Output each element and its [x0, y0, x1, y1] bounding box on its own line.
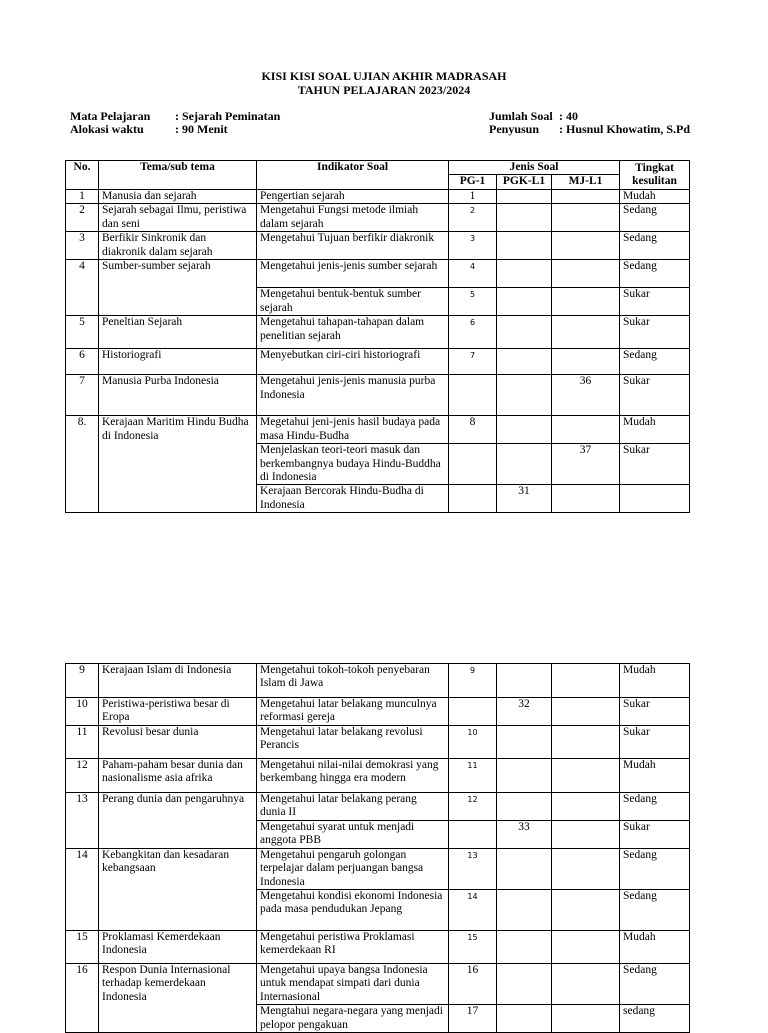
row-tingkat: sedang [620, 1005, 690, 1033]
row-indikator: Menyebutkan ciri-ciri historiografi [257, 349, 449, 375]
row-mj [552, 848, 620, 889]
table-row [66, 726, 690, 759]
row-no: 11 [66, 726, 99, 759]
row-tema: Proklamasi Kemerdekaan Indonesia [99, 931, 257, 964]
row-pgk [497, 444, 552, 485]
row-tema: Berfikir Sinkronik dan diakronik dalam sejarah [99, 232, 257, 260]
row-pg1: 15 [449, 931, 497, 964]
row-mj [552, 189, 620, 203]
row-mj: 36 [552, 375, 620, 416]
row-indikator: Mengetahui tokoh-tokoh penyebaran Islam di Jawa [257, 664, 449, 698]
row-indikator: Mengetahui Tujuan berfikir diakronik [257, 232, 449, 260]
header-jenis-soal: Jenis Soal [449, 161, 620, 175]
row-tingkat: Sedang [620, 964, 690, 1005]
row-pgk: 32 [497, 698, 552, 726]
row-mj [552, 232, 620, 260]
header-tingkat: Tingkat kesulitan [620, 161, 690, 190]
header-indikator: Indikator Soal [257, 161, 449, 190]
row-pg1 [449, 698, 497, 726]
row-tingkat: Sukar [620, 375, 690, 416]
header-tema: Tema/sub tema [99, 161, 257, 190]
kisi-table-page-1 [65, 160, 690, 513]
row-indikator: Mengetahui bentuk-bentuk sumber sejarah [257, 288, 449, 316]
table-row [66, 260, 690, 288]
row-indikator: Mengetahui tahapan-tahapan dalam penelitian sejarah [257, 316, 449, 349]
row-tingkat: Sedang [620, 204, 690, 232]
table-row [66, 349, 690, 375]
row-pg1: 10 [449, 726, 497, 759]
header-pgk: PGK-L1 [497, 175, 552, 189]
row-tingkat: Mudah [620, 931, 690, 964]
row-indikator: Megetahui jeni-jenis hasil budaya pada masa Hindu-Budha [257, 416, 449, 444]
row-pgk [497, 726, 552, 759]
row-mj [552, 820, 620, 848]
row-mj [552, 260, 620, 288]
row-pgk [497, 232, 552, 260]
table-row [66, 204, 690, 232]
row-indikator: Mengetahui nilai-nilai demokrasi yang berkembang hingga era modern [257, 759, 449, 793]
row-pgk [497, 316, 552, 349]
row-pgk [497, 1005, 552, 1033]
row-tingkat: Sukar [620, 316, 690, 349]
row-pgk [497, 204, 552, 232]
row-mj [552, 349, 620, 375]
row-tingkat: Sukar [620, 698, 690, 726]
row-pgk [497, 793, 552, 821]
row-mj [552, 793, 620, 821]
row-pg1: 7 [449, 349, 497, 375]
row-no: 9 [66, 664, 99, 698]
row-pg1: 14 [449, 890, 497, 931]
row-tingkat: Mudah [620, 664, 690, 698]
header-pg1: PG-1 [449, 175, 497, 189]
row-tingkat: Sedang [620, 793, 690, 821]
row-pg1: 6 [449, 316, 497, 349]
header-no: No. [66, 161, 99, 190]
row-indikator: Mengetahui kondisi ekonomi Indonesia pada masa pendudukan Jepang [257, 890, 449, 931]
row-no: 10 [66, 698, 99, 726]
row-indikator: Mengetahui upaya bangsa Indonesia untuk mendapat simpati dari dunia Internasional [257, 964, 449, 1005]
table-row [66, 375, 690, 416]
row-no: 8. [66, 416, 99, 513]
row-pgk [497, 759, 552, 793]
row-no: 13 [66, 793, 99, 849]
row-mj [552, 890, 620, 931]
row-tingkat: Mudah [620, 416, 690, 444]
row-tema: Peneltian Sejarah [99, 316, 257, 349]
row-indikator: Mengetahui latar belakang revolusi Perancis [257, 726, 449, 759]
row-tema: Sejarah sebagai Ilmu, peristiwa dan seni [99, 204, 257, 232]
table-row [66, 232, 690, 260]
row-no: 5 [66, 316, 99, 349]
jumlah-soal-value: : 40 [559, 109, 578, 123]
kisi-table-page-2 [65, 663, 690, 1033]
row-tema: Manusia dan sejarah [99, 189, 257, 203]
row-pgk [497, 349, 552, 375]
row-pgk [497, 848, 552, 889]
table-row [66, 664, 690, 698]
row-no: 14 [66, 848, 99, 930]
row-indikator: Mengetahui syarat untuk menjadi anggota PBB [257, 820, 449, 848]
row-tema: Peristiwa-peristiwa besar di Eropa [99, 698, 257, 726]
row-mj [552, 726, 620, 759]
row-mj [552, 931, 620, 964]
row-pgk [497, 664, 552, 698]
table-row [66, 793, 690, 821]
row-pg1: 1 [449, 189, 497, 203]
row-tema: Respon Dunia Internasional terhadap kemerdekaan Indonesia [99, 964, 257, 1033]
row-indikator: Mengetahui pengaruh golongan terpelajar dalam perjuangan bangsa Indonesia [257, 848, 449, 889]
table-row [66, 316, 690, 349]
table-row [66, 964, 690, 1005]
row-tema: Kebangkitan dan kesadaran kebangsaan [99, 848, 257, 930]
row-mj [552, 1005, 620, 1033]
penyusun-value: : Husnul Khowatim, S.Pd [559, 122, 691, 136]
row-tema: Revolusi besar dunia [99, 726, 257, 759]
row-tema: Perang dunia dan pengaruhnya [99, 793, 257, 849]
row-no: 2 [66, 204, 99, 232]
table-row [66, 189, 690, 203]
row-indikator: Mengetahui jenis-jenis manusia purba Indonesia [257, 375, 449, 416]
row-no: 3 [66, 232, 99, 260]
row-pg1: 11 [449, 759, 497, 793]
table-row [66, 698, 690, 726]
row-tingkat: Sukar [620, 820, 690, 848]
row-no: 15 [66, 931, 99, 964]
row-tingkat: Sedang [620, 890, 690, 931]
row-pg1: 9 [449, 664, 497, 698]
row-pgk [497, 931, 552, 964]
row-mj [552, 416, 620, 444]
row-tingkat: Mudah [620, 759, 690, 793]
table-row [66, 416, 690, 444]
row-pg1 [449, 375, 497, 416]
row-pgk [497, 375, 552, 416]
row-no: 6 [66, 349, 99, 375]
row-tema: Manusia Purba Indonesia [99, 375, 257, 416]
row-tingkat: Sukar [620, 726, 690, 759]
row-mj: 37 [552, 444, 620, 485]
row-tingkat [620, 485, 690, 513]
row-no: 4 [66, 260, 99, 316]
row-tema: Kerajaan Maritim Hindu Budha di Indonesia [99, 416, 257, 513]
row-indikator: Mengetahui latar belakang perang dunia II [257, 793, 449, 821]
row-indikator: Menjelaskan teori-teori masuk dan berkembangnya budaya Hindu-Buddha di Indonesia [257, 444, 449, 485]
row-indikator: Mengetahui latar belakang munculnya reformasi gereja [257, 698, 449, 726]
row-tingkat: Sedang [620, 260, 690, 288]
row-mj [552, 759, 620, 793]
row-tingkat: Sedang [620, 232, 690, 260]
jumlah-soal-label: Jumlah Soal [489, 109, 553, 123]
row-mj [552, 288, 620, 316]
table-row [66, 848, 690, 889]
row-pg1: 16 [449, 964, 497, 1005]
row-no: 1 [66, 189, 99, 203]
row-indikator: Mengetahui peristiwa Proklamasi kemerdekaan RI [257, 931, 449, 964]
row-pgk [497, 416, 552, 444]
row-pg1: 12 [449, 793, 497, 821]
document-subtitle: TAHUN PELAJARAN 2023/2024 [297, 83, 471, 97]
row-pg1 [449, 820, 497, 848]
alokasi-value: : 90 Menit [175, 122, 228, 136]
row-tema: Paham-paham besar dunia dan nasionalisme asia afrika [99, 759, 257, 793]
table-row [66, 759, 690, 793]
row-pg1: 4 [449, 260, 497, 288]
row-pgk: 33 [497, 820, 552, 848]
penyusun-label: Penyusun [489, 122, 540, 136]
row-mj [552, 698, 620, 726]
row-mj [552, 485, 620, 513]
row-pg1: 17 [449, 1005, 497, 1033]
row-tingkat: Sedang [620, 848, 690, 889]
row-pg1: 3 [449, 232, 497, 260]
row-pgk [497, 890, 552, 931]
row-indikator: Pengertian sejarah [257, 189, 449, 203]
document-title: KISI KISI SOAL UJIAN AKHIR MADRASAH [261, 69, 507, 83]
row-pg1: 13 [449, 848, 497, 889]
row-tingkat: Sedang [620, 349, 690, 375]
row-pgk [497, 260, 552, 288]
mapel-label: Mata Pelajaran [70, 109, 151, 123]
row-tingkat: Sukar [620, 444, 690, 485]
row-mj [552, 316, 620, 349]
row-mj [552, 964, 620, 1005]
row-pgk [497, 288, 552, 316]
row-tema: Kerajaan Islam di Indonesia [99, 664, 257, 698]
row-pgk [497, 964, 552, 1005]
row-pgk: 31 [497, 485, 552, 513]
row-pg1 [449, 444, 497, 485]
row-mj [552, 664, 620, 698]
row-mj [552, 204, 620, 232]
row-no: 7 [66, 375, 99, 416]
row-tema: Sumber-sumber sejarah [99, 260, 257, 316]
mapel-value: : Sejarah Peminatan [175, 109, 281, 123]
row-tingkat: Sukar [620, 288, 690, 316]
alokasi-label: Alokasi waktu [70, 122, 144, 136]
row-no: 16 [66, 964, 99, 1033]
row-tingkat: Mudah [620, 189, 690, 203]
row-indikator: Mengetahui jenis-jenis sumber sejarah [257, 260, 449, 288]
row-indikator: Mengetahui Fungsi metode ilmiah dalam sejarah [257, 204, 449, 232]
table-row [66, 931, 690, 964]
header-mj: MJ-L1 [552, 175, 620, 189]
row-pg1: 8 [449, 416, 497, 444]
row-pg1: 2 [449, 204, 497, 232]
row-pg1 [449, 485, 497, 513]
row-tema: Historiografi [99, 349, 257, 375]
row-pg1: 5 [449, 288, 497, 316]
row-pgk [497, 189, 552, 203]
row-indikator: Kerajaan Bercorak Hindu-Budha di Indonesia [257, 485, 449, 513]
row-no: 12 [66, 759, 99, 793]
row-indikator: Mengtahui negara-negara yang menjadi pelopor pengakuan [257, 1005, 449, 1033]
